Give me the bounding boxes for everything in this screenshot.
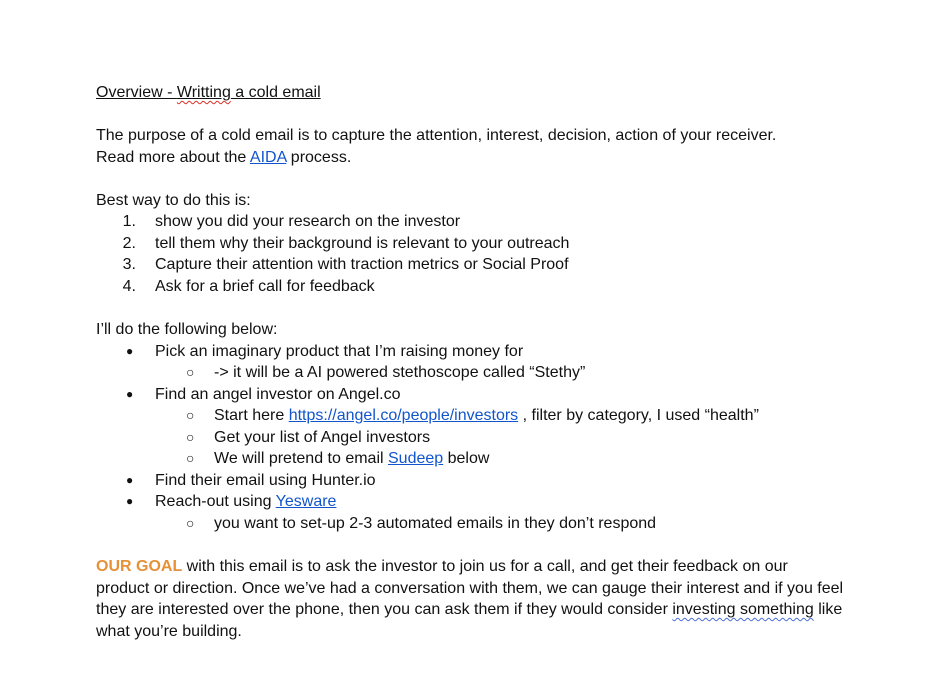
sub-bullet-text: Get your list of Angel investors	[214, 429, 431, 446]
bullet-prefix: Reach-out using	[155, 493, 276, 510]
hollow-bullet-icon: ○	[186, 515, 195, 531]
sub-bullet-text: -> it will be a AI powered stethoscope called “Stethy”	[214, 364, 586, 381]
sudeep-link[interactable]: Sudeep	[388, 450, 444, 467]
bullet-text: Pick an imaginary product that I’m raising money for	[155, 343, 524, 360]
sub-bullet-prefix: Start here	[214, 407, 289, 424]
list-item-text: show you did your research on the investor	[155, 213, 461, 230]
yesware-link[interactable]: Yesware	[275, 493, 337, 510]
bullet-icon: ●	[126, 473, 134, 487]
purpose-line: The purpose of a cold email is to capture the attention, interest, decision, action of your receiver.	[96, 127, 777, 144]
read-more-prefix: Read more about the	[96, 149, 250, 166]
hollow-bullet-icon: ○	[186, 364, 195, 380]
bullet-text: Find an angel investor on Angel.co	[155, 386, 401, 403]
list-number: 4.	[122, 278, 136, 295]
sub-bullet-text: you want to set-up 2-3 automated emails in they don’t respond	[214, 515, 657, 532]
hollow-bullet-icon: ○	[186, 450, 195, 466]
goal-text: like	[813, 601, 843, 618]
aida-link[interactable]: AIDA	[249, 149, 287, 166]
title-prefix: Overview -	[96, 84, 177, 101]
goal-label: OUR GOAL	[96, 558, 183, 575]
title-rest: a cold email	[230, 84, 321, 101]
read-more-suffix: process.	[286, 149, 352, 166]
goal-line-2: product or direction. Once we’ve had a conversation with them, we can gauge their interest and if you feel	[96, 580, 844, 597]
title-misspelled-word[interactable]: Writting	[176, 84, 231, 101]
goal-text: they are interested over the phone, then you can ask them if they would consider	[96, 601, 673, 618]
sub-bullet-prefix: We will pretend to email	[214, 450, 388, 467]
list-item-text: Capture their attention with traction metrics or Social Proof	[155, 256, 569, 273]
goal-line-3	[96, 599, 842, 620]
page-title	[96, 82, 321, 103]
bullet-icon: ●	[126, 344, 134, 358]
list-number: 3.	[122, 256, 136, 273]
hollow-bullet-icon: ○	[186, 407, 195, 423]
list-item-text: Ask for a brief call for feedback	[155, 278, 375, 295]
goal-text: with this email is to ask the investor to join us for a call, and get their feedback on our	[182, 558, 788, 575]
list-number: 1.	[122, 213, 136, 230]
angel-investors-link[interactable]: https://angel.co/people/investors	[288, 407, 519, 424]
bullet-text	[155, 491, 336, 512]
grammar-flagged-phrase[interactable]: investing something	[672, 601, 814, 618]
bullet-text: Find their email using Hunter.io	[155, 472, 376, 489]
bullet-icon: ●	[126, 494, 134, 508]
following-heading: I’ll do the following below:	[96, 321, 278, 338]
list-item-text: tell them why their background is relevant to your outreach	[155, 235, 570, 252]
goal-line-1	[96, 556, 788, 577]
best-way-heading: Best way to do this is:	[96, 192, 251, 209]
list-number: 2.	[122, 235, 136, 252]
sub-bullet-text	[214, 405, 759, 426]
bullet-icon: ●	[126, 387, 134, 401]
sub-bullet-suffix: below	[443, 450, 490, 467]
read-more-line	[96, 147, 351, 168]
goal-line-4: what you’re building.	[96, 623, 242, 640]
hollow-bullet-icon: ○	[186, 429, 195, 445]
sub-bullet-suffix: , filter by category, I used “health”	[518, 407, 759, 424]
sub-bullet-text	[214, 448, 489, 469]
